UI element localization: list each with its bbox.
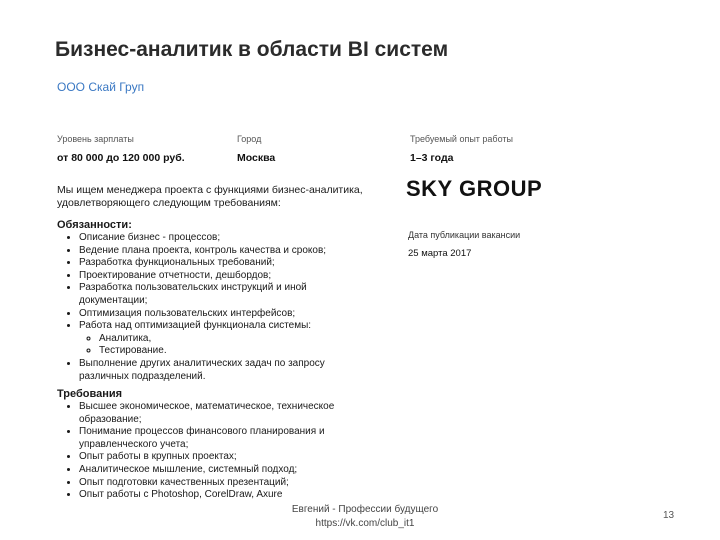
list-item: • Аналитическое мышление, системный подход; <box>79 464 377 477</box>
requirements-list <box>57 401 377 502</box>
experience-label: Требуемый опыт работы <box>410 134 513 144</box>
list-item: • Высшее экономическое, математическое, техническое образование; <box>79 401 377 426</box>
salary-value: от 80 000 до 120 000 руб. <box>57 152 185 164</box>
list-item: • Оптимизация пользовательских интерфейсов; <box>79 308 377 321</box>
list-item <box>79 320 377 358</box>
slide-footer <box>250 503 480 531</box>
list-item: • Проектирование отчетности, дешбордов; <box>79 270 377 283</box>
salary-label: Уровень зарплаты <box>57 134 134 144</box>
sub-list-item: ◦ Тестирование. <box>99 345 377 358</box>
list-item: • Разработка пользовательских инструкций и иной документации; <box>79 282 377 307</box>
salary-block <box>57 134 185 164</box>
experience-value: 1–3 года <box>410 152 454 164</box>
list-item: • Опыт подготовки качественных презентаций; <box>79 477 377 490</box>
duties-heading: Обязанности: <box>57 219 132 231</box>
requirements-section <box>57 388 377 502</box>
publication-date: 25 марта 2017 <box>408 248 472 259</box>
list-item: • Выполнение других аналитических задач по запросу различных подразделений. <box>79 358 377 383</box>
publication-block <box>408 230 520 259</box>
list-item: • Понимание процессов финансового планирования и управленческого учета; <box>79 426 377 451</box>
sky-group-logo: SKY GROUP <box>406 176 543 201</box>
duties-sublist <box>79 333 377 358</box>
company-link[interactable]: ООО Скай Груп <box>57 80 145 94</box>
experience-block <box>410 134 513 164</box>
city-block <box>237 134 275 164</box>
vacancy-title: Бизнес-аналитик в области BI систем <box>55 38 449 61</box>
requirements-heading: Требования <box>57 388 123 400</box>
city-value: Москва <box>237 152 276 164</box>
intro-text: Мы ищем менеджера проекта с функциями бизнес-аналитика, удовлетворяющего следующим требованиям: <box>57 184 363 209</box>
list-item-text: Работа над оптимизацией функционала системы: <box>79 320 312 332</box>
list-item: • Ведение плана проекта, контроль качества и сроков; <box>79 245 377 258</box>
list-item: • Разработка функциональных требований; <box>79 257 377 270</box>
city-label: Город <box>237 134 262 144</box>
footer-link[interactable]: https://vk.com/club_it1 <box>315 518 415 529</box>
duties-section <box>57 219 377 383</box>
sub-list-item: ◦ Аналитика, <box>99 333 377 346</box>
page-number: 13 <box>663 510 675 521</box>
list-item: • Опыт работы в крупных проектах; <box>79 451 377 464</box>
duties-list <box>57 232 377 383</box>
list-item: • Опыт работы с Photoshop, CorelDraw, Axure <box>79 489 377 502</box>
footer-author: Евгений - Профессии будущего <box>291 504 439 515</box>
publication-label: Дата публикации вакансии <box>408 230 521 240</box>
list-item: • Описание бизнес - процессов; <box>79 232 377 245</box>
